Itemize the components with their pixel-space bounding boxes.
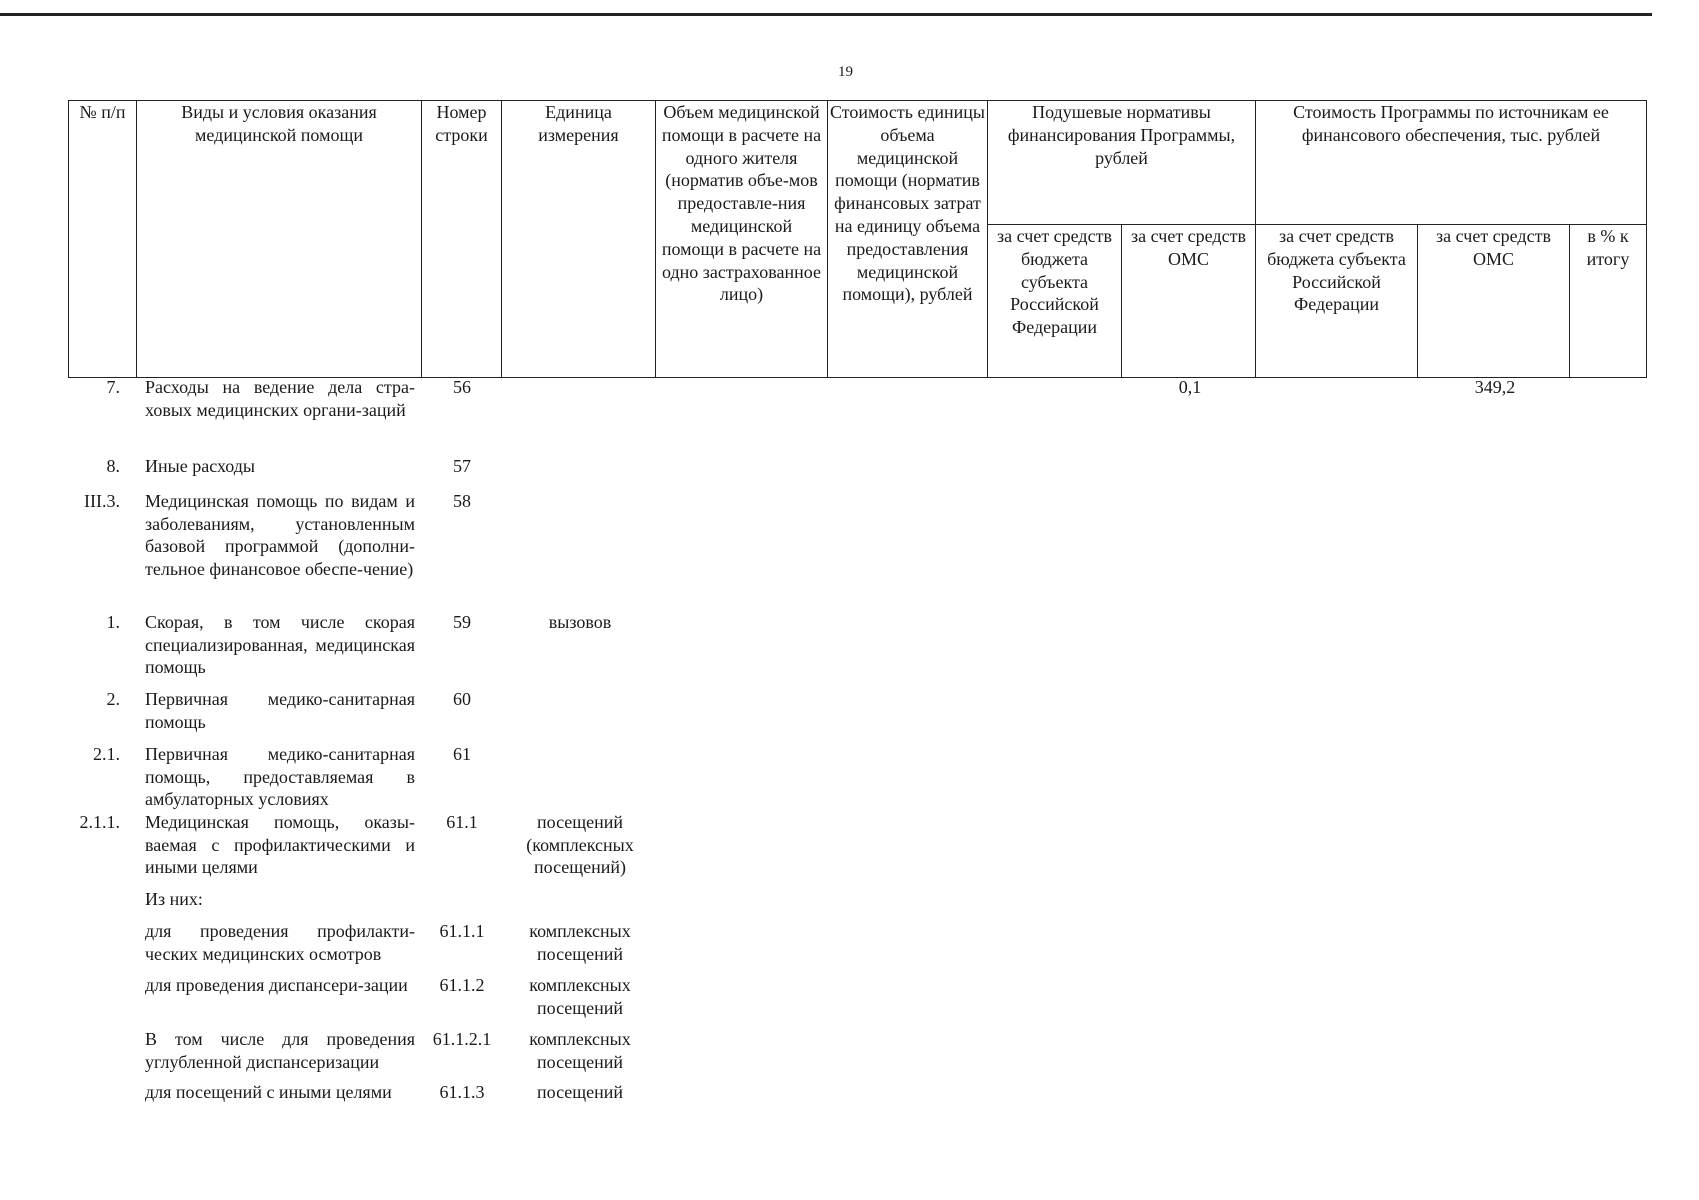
row-cost-oms: 349,2 — [1474, 377, 1516, 397]
header-col-unit: Единица измерения — [502, 101, 656, 378]
row-unit: посещений (комплексных посещений) — [526, 812, 634, 877]
row-line-number: 61.1 — [446, 812, 478, 832]
row-number: 2.1. — [93, 744, 120, 764]
row-unit: комплексных посещений — [529, 921, 631, 964]
row-text: Первичная медико-санитарная помощь — [145, 689, 415, 732]
header-cost-budget: за счет средств бюджета субъекта Российской Федерации — [1256, 225, 1418, 378]
table-header — [68, 100, 1647, 378]
header-col-num: № п/п — [69, 101, 137, 378]
row-text: для посещений с иными целями — [145, 1082, 392, 1102]
row-number: 2. — [106, 689, 120, 709]
row-number: III.3. — [84, 491, 120, 511]
header-col-per-capita: Подушевые нормативы финансирования Программы, рублей — [988, 101, 1256, 225]
top-rule — [0, 13, 1652, 16]
header-col-volume: Объем медицинской помощи в расчете на одного жителя (норматив объе-мов предоставле-ния медицинской помощи в расчете на одно застрахованное лицо) — [656, 101, 828, 378]
header-per-capita-budget: за счет средств бюджета субъекта Российской Федерации — [988, 225, 1122, 378]
row-text: Расходы на ведение дела стра-ховых медицинских органи-заций — [145, 377, 415, 420]
row-text: Первичная медико-санитарная помощь, предоставляемая в амбулаторных условиях — [145, 744, 415, 809]
header-per-capita-oms: за счет средств ОМС — [1122, 225, 1256, 378]
header-col-line: Номер строки — [422, 101, 502, 378]
row-unit: посещений — [536, 1082, 624, 1102]
row-line-number: 61.1.1 — [439, 921, 485, 941]
row-line-number: 58 — [453, 491, 471, 511]
row-number: 2.1.1. — [79, 812, 120, 832]
row-line-number: 57 — [453, 456, 471, 476]
row-line-number: 61.1.3 — [439, 1082, 485, 1102]
row-text: Медицинская помощь, оказы-ваемая с профилактическими и иными целями — [145, 812, 415, 877]
row-unit: вызовов — [548, 612, 612, 632]
row-number: 7. — [106, 377, 120, 397]
header-cost-oms: за счет средств ОМС — [1418, 225, 1570, 378]
header-col-program-cost: Стоимость Программы по источникам ее финансового обеспечения, тыс. рублей — [1256, 101, 1647, 225]
page-number: 19 — [838, 64, 853, 80]
row-line-number: 61.1.2 — [439, 975, 485, 995]
row-line-number: 56 — [453, 377, 471, 397]
header-col-unit-cost: Стоимость единицы объема медицинской помощи (норматив финансовых затрат на единицу объема предоставления медицинской помощи), рублей — [828, 101, 988, 378]
header-cost-percent: в % к итогу — [1570, 225, 1647, 378]
row-per-capita-oms: 0,1 — [1178, 377, 1202, 397]
row-line-number: 59 — [453, 612, 471, 632]
row-unit: комплексных посещений — [529, 975, 631, 1018]
row-text: Медицинская помощь по видам и заболеваниям, установленным базовой программой (дополни-тельное финансовое обеспе-чение) — [145, 491, 415, 579]
row-text: Иные расходы — [145, 456, 256, 476]
row-text: В том числе для проведения углубленной диспансеризации — [145, 1029, 415, 1072]
row-number: 8. — [106, 456, 120, 476]
row-line-number: 61 — [453, 744, 471, 764]
row-text: Скорая, в том числе скорая специализированная, медицинская помощь — [145, 612, 415, 677]
row-text: для проведения диспансери-зации — [145, 975, 408, 995]
row-text: для проведения профилакти-ческих медицинских осмотров — [145, 921, 415, 964]
row-line-number: 60 — [453, 689, 471, 709]
row-line-number: 61.1.2.1 — [432, 1029, 492, 1049]
row-number: 1. — [106, 612, 120, 632]
header-col-kinds: Виды и условия оказания медицинской помощи — [137, 101, 422, 378]
row-unit: комплексных посещений — [529, 1029, 631, 1072]
row-text: Из них: — [145, 889, 203, 909]
